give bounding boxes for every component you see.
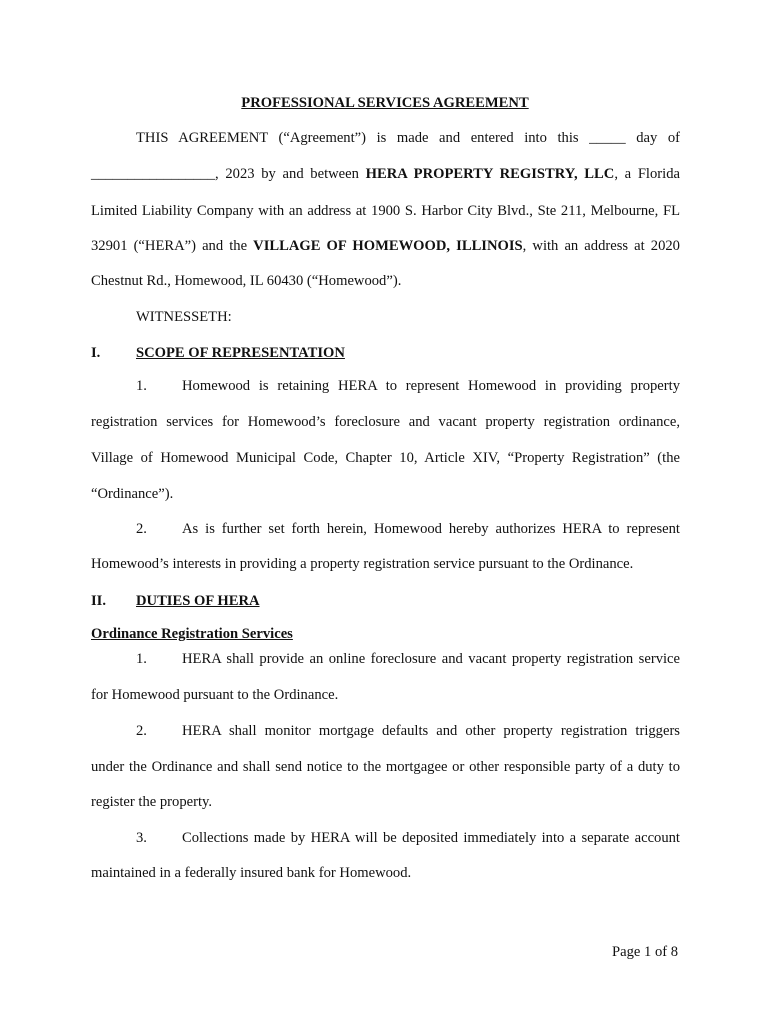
section-2-heading: DUTIES OF HERA [136,593,260,609]
section-1-para-1-line-1: Homewood is retaining HERA to represent Homewood in providing property [182,378,680,394]
section-2-para-3-number: 3. [136,830,147,846]
intro-line-3: Limited Liability Company with an address at 1900 S. Harbor City Blvd., Ste 211, Melbourne, FL [91,203,680,219]
intro-line-2 [91,165,680,183]
section-2-para-3-line-1: Collections made by HERA will be deposited immediately into a separate account [182,830,680,846]
party-homewood: VILLAGE OF HOMEWOOD, ILLINOIS [253,238,523,254]
section-1-para-1-line-4: “Ordinance”). [91,486,174,502]
section-2-para-1-line-1: HERA shall provide an online foreclosure and vacant property registration service [182,651,680,667]
document-title: PROFESSIONAL SERVICES AGREEMENT [241,95,529,111]
intro-line-1: THIS AGREEMENT (“Agreement”) is made and entered into this _____ day of [136,130,680,146]
section-2-number: II. [91,593,107,609]
section-1-para-1-line-2: registration services for Homewood’s foreclosure and vacant property registration ordinance, [91,414,680,430]
section-1-para-2-line-1: As is further set forth herein, Homewood hereby authorizes HERA to represent [182,521,680,537]
section-2-para-1-number: 1. [136,651,147,667]
witnesseth: WITNESSETH: [136,309,232,325]
section-1-heading: SCOPE OF REPRESENTATION [136,345,345,361]
page-number: Page 1 of 8 [612,944,679,960]
section-2-para-2-number: 2. [136,723,147,739]
section-1-para-2-number: 2. [136,521,147,537]
section-2-para-3-line-2: maintained in a federally insured bank for Homewood. [91,865,412,881]
date-blank: _________________, 2023 by and between [91,166,366,182]
intro-line-4 [91,237,680,255]
section-1-para-2-line-2: Homewood’s interests in providing a property registration service pursuant to the Ordinance. [91,556,634,572]
section-2-subheading: Ordinance Registration Services [91,626,293,642]
section-2-para-1-line-2: for Homewood pursuant to the Ordinance. [91,687,339,703]
section-2-para-2-line-2: under the Ordinance and shall send notice to the mortgagee or other responsible party of a duty to [91,759,680,775]
intro-line-4-head: 32901 (“HERA”) and the [91,238,254,254]
section-1-para-1-line-3: Village of Homewood Municipal Code, Chapter 10, Article XIV, “Property Registration” (the [91,450,680,466]
section-2-para-2-line-1: HERA shall monitor mortgage defaults and other property registration triggers [182,723,680,739]
intro-line-4-tail: , with an address at 2020 [522,238,680,254]
party-hera: HERA PROPERTY REGISTRY, LLC [365,166,615,182]
section-1-number: I. [91,345,101,361]
intro-line-2-tail: , a Florida [614,166,680,182]
intro-line-5: Chestnut Rd., Homewood, IL 60430 (“Homewood”). [91,273,402,289]
section-1-para-1-number: 1. [136,378,147,394]
section-2-para-2-line-3: register the property. [91,794,213,810]
